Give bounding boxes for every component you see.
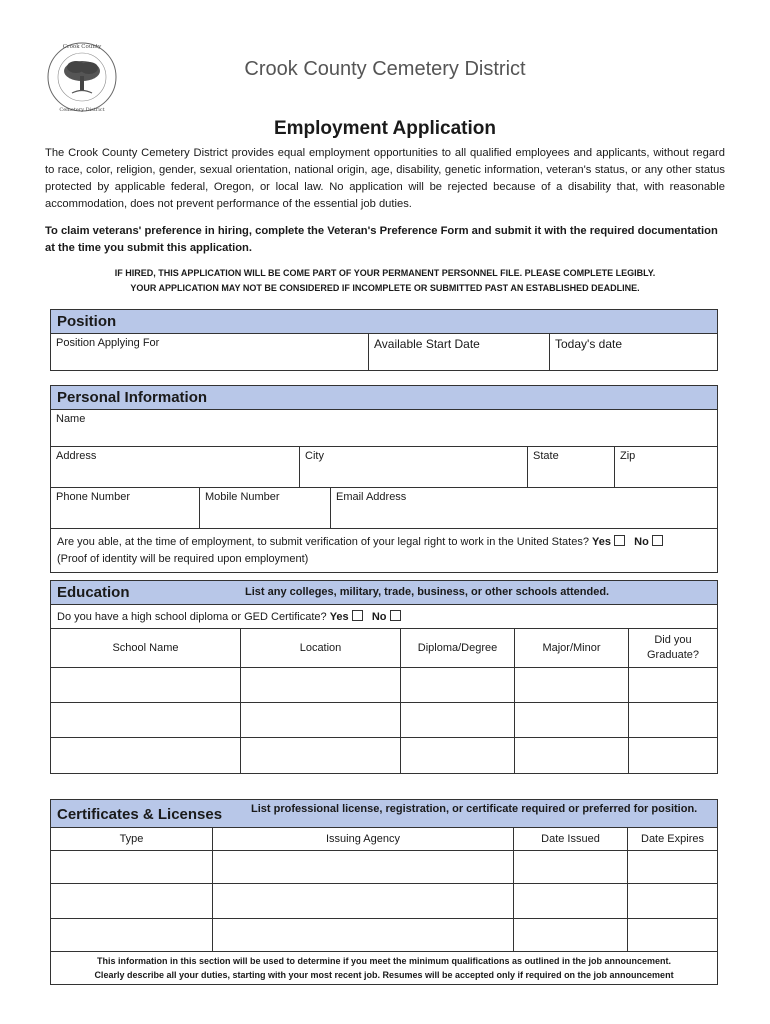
table-row xyxy=(51,851,717,884)
diploma-no-label: No xyxy=(371,611,387,623)
certificates-footer xyxy=(51,952,717,984)
location-cell[interactable] xyxy=(240,703,400,737)
major-cell[interactable] xyxy=(514,703,628,737)
table-row xyxy=(51,884,717,919)
city-field[interactable] xyxy=(299,447,527,487)
mobile-field[interactable] xyxy=(199,488,330,528)
col-issuing-agency: Issuing Agency xyxy=(212,828,513,850)
table-row xyxy=(51,919,717,952)
page-title: Employment Application xyxy=(273,118,497,139)
school-name-cell[interactable] xyxy=(51,738,240,773)
work-no-label: No xyxy=(634,536,649,548)
notice-line-1: IF HIRED, THIS APPLICATION WILL BE COME PART OF YOUR PERMANENT PERSONNEL FILE. PLEASE COMPLETE LEGIBLY. xyxy=(114,268,656,278)
major-cell[interactable] xyxy=(514,668,628,702)
proof-note: (Proof of identity will be required upon employment) xyxy=(57,553,309,565)
table-row xyxy=(51,703,717,738)
certificates-note: List professional license, registration, or certificate required or preferred for position. xyxy=(251,803,698,815)
start-date-label: Available Start Date xyxy=(374,337,480,351)
organization-name: Crook County Cemetery District xyxy=(244,58,526,80)
major-cell[interactable] xyxy=(514,738,628,773)
notice-line-2: YOUR APPLICATION MAY NOT BE CONSIDERED IF INCOMPLETE OR SUBMITTED PAST AN ESTABLISHED DEADLINE. xyxy=(130,283,640,293)
footer-line-2: Clearly describe all your duties, starting with your most recent job. Resumes will be accepted only if required on the job announcement xyxy=(94,970,674,980)
issuing-agency-cell[interactable] xyxy=(212,884,513,918)
date-issued-cell[interactable] xyxy=(513,851,627,883)
graduate-cell[interactable] xyxy=(628,668,717,702)
diploma-question xyxy=(57,609,401,625)
email-field[interactable] xyxy=(330,488,717,528)
certificates-section xyxy=(50,799,718,985)
education-heading: Education xyxy=(57,584,130,601)
date-issued-cell[interactable] xyxy=(513,884,627,918)
education-note: List any colleges, military, trade, business, or other schools attended. xyxy=(245,586,610,598)
zip-label: Zip xyxy=(620,450,636,462)
col-date-issued: Date Issued xyxy=(513,828,627,850)
type-cell[interactable] xyxy=(51,884,212,918)
personal-information-section xyxy=(50,385,718,573)
position-applying-field[interactable] xyxy=(51,334,368,370)
name-field[interactable] xyxy=(51,410,717,446)
table-row xyxy=(51,668,717,703)
email-label: Email Address xyxy=(336,491,407,503)
diploma-no-checkbox[interactable] xyxy=(390,610,401,621)
todays-date-field[interactable] xyxy=(549,334,717,370)
col-date-expires: Date Expires xyxy=(627,828,717,850)
graduate-cell[interactable] xyxy=(628,703,717,737)
logo-text-top: Crook County xyxy=(62,44,102,50)
footer-line-1: This information in this section will be used to determine if you meet the minimum qualifications as outlined in the job announcement. xyxy=(96,956,672,966)
diploma-cell[interactable] xyxy=(400,703,514,737)
type-cell[interactable] xyxy=(51,919,212,951)
position-applying-label: Position Applying For xyxy=(56,337,160,349)
zip-field[interactable] xyxy=(614,447,717,487)
school-name-cell[interactable] xyxy=(51,703,240,737)
location-cell[interactable] xyxy=(240,738,400,773)
work-yes-label: Yes xyxy=(592,536,611,548)
logo-text-bottom: Cemetery District xyxy=(59,107,105,113)
mobile-label: Mobile Number xyxy=(205,491,280,503)
date-issued-cell[interactable] xyxy=(513,919,627,951)
position-heading: Position xyxy=(57,313,117,330)
certificates-heading: Certificates & Licenses xyxy=(57,806,223,823)
col-diploma: Diploma/Degree xyxy=(400,629,514,667)
location-cell[interactable] xyxy=(240,668,400,702)
veterans-preference-note: To claim veterans' preference in hiring, complete the Veteran's Preference Form and submit it with the required documentation at the time you submit this application. xyxy=(45,225,718,254)
issuing-agency-cell[interactable] xyxy=(212,919,513,951)
school-name-cell[interactable] xyxy=(51,668,240,702)
address-label: Address xyxy=(56,450,97,462)
address-field[interactable] xyxy=(51,447,299,487)
date-expires-cell[interactable] xyxy=(627,851,717,883)
work-no-checkbox[interactable] xyxy=(652,535,663,546)
available-start-date-field[interactable] xyxy=(368,334,549,370)
city-label: City xyxy=(305,450,324,462)
col-graduate: Did you Graduate? xyxy=(628,629,717,667)
state-label: State xyxy=(533,450,559,462)
date-expires-cell[interactable] xyxy=(627,884,717,918)
col-type: Type xyxy=(119,833,144,845)
col-location: Location xyxy=(240,629,400,667)
education-section xyxy=(50,580,718,774)
submission-notice xyxy=(45,266,725,296)
todays-date-label: Today's date xyxy=(555,337,623,351)
table-row xyxy=(51,738,717,773)
date-expires-cell[interactable] xyxy=(627,919,717,951)
personal-heading: Personal Information xyxy=(57,389,208,406)
diploma-question-text: Do you have a high school diploma or GED Certificate? xyxy=(57,611,327,623)
diploma-yes-checkbox[interactable] xyxy=(352,610,363,621)
position-section xyxy=(50,309,718,371)
certificates-table-header xyxy=(51,828,717,851)
phone-field[interactable] xyxy=(51,488,199,528)
name-label: Name xyxy=(56,413,86,425)
work-eligibility-question xyxy=(57,534,663,550)
phone-label: Phone Number xyxy=(56,491,130,503)
work-question-text: Are you able, at the time of employment, to submit verification of your legal right to work in the United States? xyxy=(57,536,589,548)
diploma-cell[interactable] xyxy=(400,738,514,773)
col-major: Major/Minor xyxy=(514,629,628,667)
state-field[interactable] xyxy=(527,447,614,487)
eeo-statement: The Crook County Cemetery District provides equal employment opportunities to all qualified employees and applicants, without regard to race, color, religion, gender, sexual orientation, national origin, age, disability, genetic information, veteran's status, or any other status protected by applicable federal, Oregon, or local law. No application will be rejected because of a disability that, with reasonable accommodation, does not prevent performance of the essential job duties. xyxy=(45,147,725,210)
col-school-name: School Name xyxy=(112,642,179,654)
issuing-agency-cell[interactable] xyxy=(212,851,513,883)
work-yes-checkbox[interactable] xyxy=(614,535,625,546)
type-cell[interactable] xyxy=(51,851,212,883)
graduate-cell[interactable] xyxy=(628,738,717,773)
diploma-yes-label: Yes xyxy=(329,611,349,623)
diploma-cell[interactable] xyxy=(400,668,514,702)
education-table-header xyxy=(51,629,717,668)
